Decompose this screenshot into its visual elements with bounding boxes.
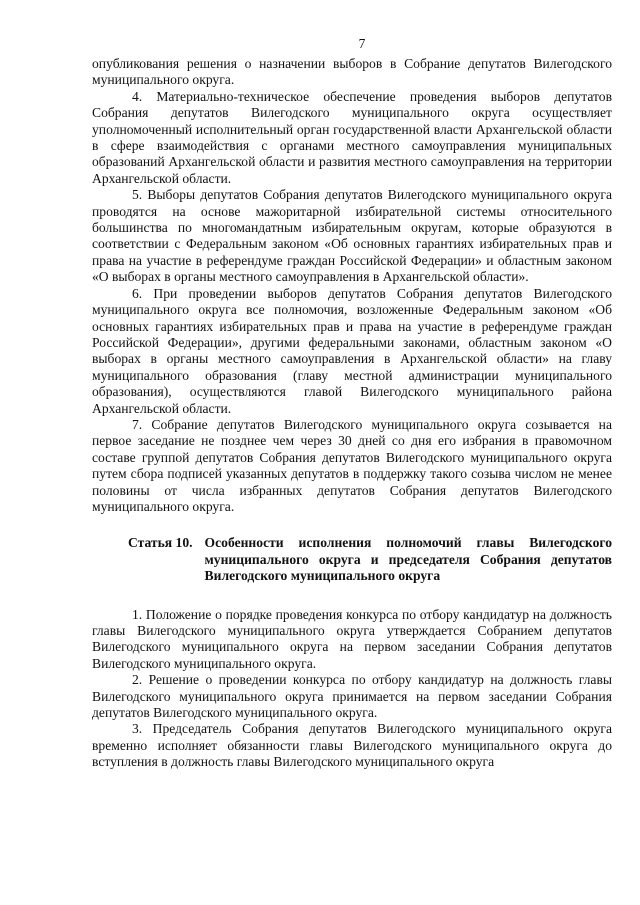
paragraph-item-4: 4. Материально-техническое обеспечение проведения выборов депутатов Собрания депутатов Вилегодского муниципального округа осуществляет уполномоченный исполнительный орган государственной власти Архангельской области в сфере взаимодействия с органами местного самоуправления муниципальных образований Архангельской области и развития местного самоуправления на территории Архангельской области. xyxy=(92,88,612,186)
paragraph-item-6: 6. При проведении выборов депутатов Собрания депутатов Вилегодского муниципального округа все полномочия, возложенные Федеральным законом «Об основных гарантиях избирательных прав и права на участие в референдуме граждан Российской Федерации», другими федеральными законами, областным законом «О выборах в органы местного самоуправления в Архангельской области» на главу муниципального образования (главу местной администрации муниципального образования), осуществляются главой Вилегодского муниципального района Архангельской области. xyxy=(92,285,612,416)
article-title: Особенности исполнения полномочий главы Вилегодского муниципального округа и председателя Собрания депутатов Вилегодского муниципального округа xyxy=(204,535,612,584)
page-number: 7 xyxy=(358,36,366,51)
paragraph-item-7: 7. Собрание депутатов Вилегодского муниципального округа созывается на первое заседание не позднее чем через 30 дней со дня его избрания в правомочном составе группой депутатов Собрания депутатов Вилегодского муниципального округа путем сбора подписей указанных депутатов в поддержку такого созыва числом не менее половины от числа избранных депутатов Собрания депутатов Вилегодского муниципального округа. xyxy=(92,416,612,514)
article-number: Статья 10. xyxy=(128,535,193,551)
article-paragraph-3: 3. Председатель Собрания депутатов Вилегодского муниципального округа временно исполняет обязанности главы Вилегодского муниципального округа до вступления в должность главы Вилегодского муниципального округа xyxy=(92,721,612,770)
paragraph-continuation: опубликования решения о назначении выборов в Собрание депутатов Вилегодского муниципального округа. xyxy=(92,56,612,88)
article-paragraph-1: 1. Положение о порядке проведения конкурса по отбору кандидатур на должность главы Вилегодского муниципального округа утверждается Собранием депутатов Вилегодского муниципального округа на первом заседании Собрания депутатов Вилегодского муниципального округа. xyxy=(92,606,612,671)
paragraph-item-5: 5. Выборы депутатов Собрания депутатов Вилегодского муниципального округа проводятся на основе мажоритарной избирательной системы относительного большинства по многомандатным избирательным округам, которые образуются в соответствии с Федеральным законом «Об основных гарантиях избирательных прав и права на участие в референдуме граждан Российской Федерации» и областным законом «О выборах в органы местного самоуправления в Архангельской области». xyxy=(92,187,612,285)
article-paragraph-2: 2. Решение о проведении конкурса по отбору кандидатур на должность главы Вилегодского муниципального округа принимается на первом заседании Собрания депутатов Вилегодского муниципального округа. xyxy=(92,672,612,721)
article-heading xyxy=(92,535,612,584)
